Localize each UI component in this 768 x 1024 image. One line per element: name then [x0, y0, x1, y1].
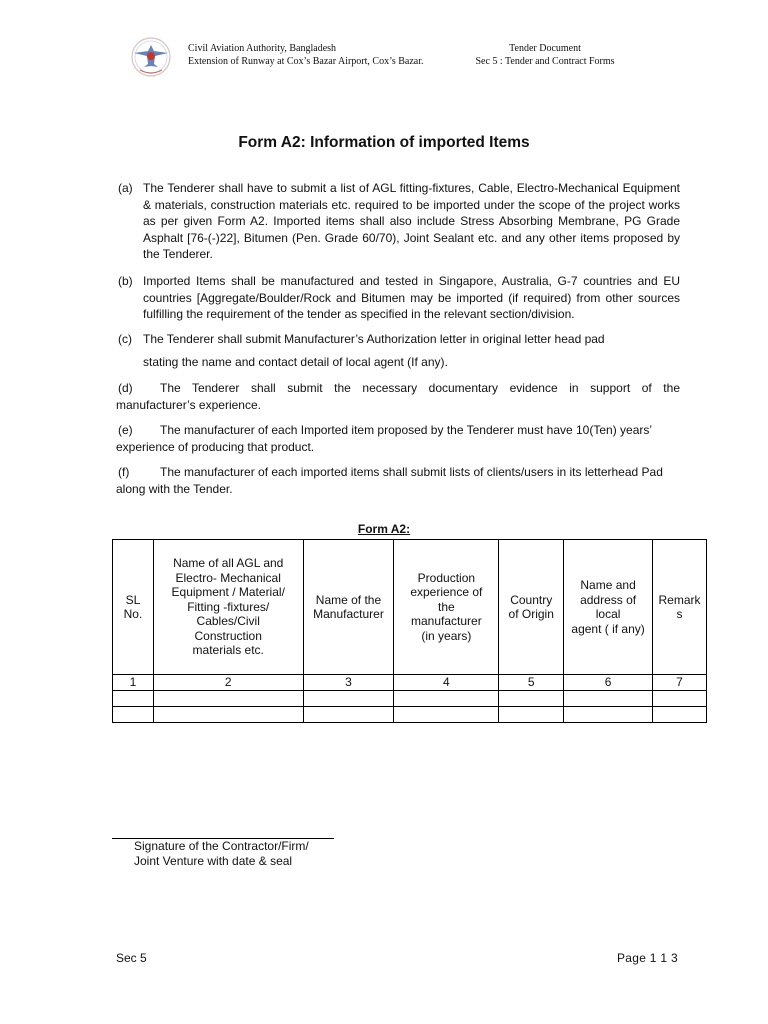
header-remarks — [652, 540, 706, 675]
table-cell[interactable] — [652, 691, 706, 707]
item-f-text: The manufacturer of each imported items shall submit lists of clients/users in its letterhead Pad — [160, 465, 663, 479]
item-a-label: (a) — [118, 181, 133, 195]
header-production-experience — [394, 540, 499, 675]
header-org-line2: Extension of Runway at Cox’s Bazar Airport, Cox’s Bazar. — [188, 56, 424, 67]
table-number-row — [113, 675, 707, 691]
table-cell[interactable] — [394, 707, 499, 723]
page-header — [128, 36, 648, 80]
header-document-info — [470, 42, 620, 68]
column-number: 3 — [303, 675, 394, 691]
header-doc-line1: Tender Document — [509, 43, 581, 54]
column-number: 4 — [394, 675, 499, 691]
header-cell-text: Name of the Manufacturer — [313, 592, 384, 621]
header-cell-text: Country of Origin — [508, 592, 554, 621]
item-e-label: (e) — [118, 423, 133, 437]
caab-logo-icon — [128, 36, 174, 78]
table-header-row — [113, 540, 707, 675]
item-f-label: (f) — [118, 465, 130, 479]
item-f-continuation: along with the Tender. — [116, 482, 233, 496]
column-number: 2 — [153, 675, 303, 691]
column-number: 6 — [564, 675, 653, 691]
table-cell[interactable] — [113, 707, 154, 723]
table-cell[interactable] — [153, 707, 303, 723]
column-number: 1 — [113, 675, 154, 691]
header-cell-text: SL No. — [123, 592, 143, 621]
item-c-text: The Tenderer shall submit Manufacturer’s Authorization letter in original letter head pad — [143, 332, 605, 346]
header-manufacturer — [303, 540, 394, 675]
item-a-text: The Tenderer shall have to submit a list of AGL fitting-fixtures, Cable, Electro-Mechanical Equipment & materials, construction materials etc. required to be imported under the scope of the project works as per given Form A2. Imported items shall also include Stress Absorbing Membrane, PG Grade Asphalt [76-(-)22], Bitumen (Pen. Grade 60/70), Joint Sealant etc. and any other items proposed by the Tenderer. — [143, 181, 680, 261]
header-local-agent — [564, 540, 653, 675]
imported-items-table — [112, 539, 707, 723]
item-d-continuation: manufacturer’s experience. — [116, 398, 261, 412]
table-cell[interactable] — [564, 691, 653, 707]
table-cell[interactable] — [499, 691, 564, 707]
form-label: Form A2: — [357, 522, 411, 536]
header-cell-text: Production experience of the manufacturer (in years) — [410, 570, 483, 643]
signature-line1: Signature of the Contractor/Firm/ — [134, 839, 309, 853]
footer-page-number: Page 1 1 3 — [616, 951, 678, 965]
page-title: Form A2: Information of imported Items — [238, 134, 530, 151]
header-org-line1: Civil Aviation Authority, Bangladesh — [188, 43, 337, 54]
table-cell[interactable] — [303, 691, 394, 707]
header-cell-text: Name and address of local agent ( if any) — [571, 578, 645, 636]
item-c-continuation: stating the name and contact detail of local agent (If any). — [143, 355, 448, 369]
item-b-text: Imported Items shall be manufactured and tested in Singapore, Australia, G-7 countries and EU countries [Aggregate/Boulder/Rock and Bitumen may be imported (if required) from other sources fulfilling the requirement of the tender as specified in the relevant section/division. — [143, 274, 680, 321]
column-number: 7 — [652, 675, 706, 691]
signature-block — [134, 839, 309, 868]
table-cell[interactable] — [652, 707, 706, 723]
item-e-continuation: experience of producing that product. — [116, 440, 315, 454]
header-cell-text: Remark s — [658, 592, 701, 621]
header-doc-line2: Sec 5 : Tender and Contract Forms — [475, 56, 615, 67]
header-cell-text: Name of all AGL and Electro- Mechanical Equipment / Material/ Fitting -fixtures/ Cables/Civil Construction materials etc. — [171, 556, 285, 658]
header-country-of-origin — [499, 540, 564, 675]
item-b-label: (b) — [118, 274, 133, 288]
table-cell[interactable] — [564, 707, 653, 723]
header-organization — [188, 42, 424, 68]
signature-line2: Joint Venture with date & seal — [134, 853, 293, 868]
column-number: 5 — [499, 675, 564, 691]
table-row — [113, 707, 707, 723]
table-cell[interactable] — [113, 691, 154, 707]
table-cell[interactable] — [394, 691, 499, 707]
table-row — [113, 691, 707, 707]
item-c-label: (c) — [118, 332, 132, 346]
header-sl-no — [113, 540, 154, 675]
header-item-name — [153, 540, 303, 675]
footer-section: Sec 5 — [116, 951, 147, 965]
item-d-text: The Tenderer shall submit the necessary documentary evidence in support of the — [160, 381, 680, 395]
table-cell[interactable] — [499, 707, 564, 723]
item-d-label: (d) — [118, 381, 133, 395]
table-cell[interactable] — [303, 707, 394, 723]
table-cell[interactable] — [153, 691, 303, 707]
item-e-text: The manufacturer of each Imported item proposed by the Tenderer must have 10(Ten) years’ — [160, 423, 653, 437]
